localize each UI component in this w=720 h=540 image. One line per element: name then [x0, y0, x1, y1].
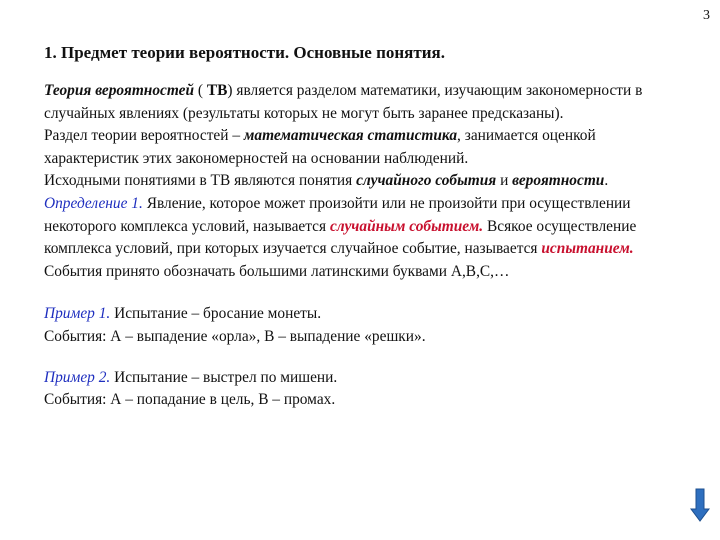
spacer [44, 349, 674, 367]
paragraph-text: и [496, 172, 513, 190]
down-arrow-icon[interactable] [690, 488, 710, 522]
abbr-open: ( [194, 82, 207, 99]
paragraph-text: Всякое осуществление комплекса условий, при которых изучается случайное событие, называется [44, 217, 637, 258]
abbr-tv: ТВ [206, 82, 228, 99]
example-1-label: Пример 1. [44, 305, 111, 323]
term-random-event: случайного события [356, 172, 497, 190]
paragraph-text: Испытание – бросание монеты. [110, 305, 322, 323]
paragraph-text: . [604, 172, 609, 190]
paragraph-text: Испытание – выстрел по мишени. [110, 368, 338, 386]
paragraph-text: является разделом математики, изучающим закономерности в случайных явлениях (результаты которых не могут быть заранее предсказаны). [44, 82, 643, 122]
example-2-test [44, 367, 674, 390]
example-1-events: События: А – выпадение «орла», В – выпадение «решки». [44, 327, 426, 345]
term-probability: вероятности [512, 172, 605, 190]
term-random-event-highlight: случайным событием. [329, 217, 484, 235]
paragraph-text: Явление, которое может произойти или не произойти при осуществлении некоторого комплекса условий, называется [44, 194, 631, 235]
paragraph-text: Исходными понятиями в ТВ являются понятия [44, 172, 357, 190]
abbr-close: ) [227, 82, 233, 99]
example-2-events: События: А – попадание в цель, В – промах. [44, 391, 336, 409]
example-2-label: Пример 2. [44, 368, 111, 386]
slide-title: 1. Предмет теории вероятности. Основные понятия. [44, 43, 445, 62]
paragraph-definition-1 [44, 193, 674, 261]
paragraph-statistics [44, 125, 674, 170]
term-probability-theory: Теория вероятностей [44, 82, 195, 99]
spacer [44, 283, 674, 303]
definition-label: Определение 1. [44, 194, 143, 212]
paragraph-definition-tv [44, 80, 674, 125]
term-trial-highlight: испытанием. [541, 240, 634, 258]
example-1-test [44, 303, 674, 326]
paragraph-text: Раздел теории вероятностей – [44, 127, 244, 145]
slide-content [44, 80, 674, 412]
term-statistics: математическая статистика [243, 127, 458, 145]
paragraph-text: , занимается оценкой характеристик этих закономерностей на основании наблюдений. [44, 127, 596, 167]
page-number: 3 [703, 8, 710, 23]
paragraph-notation: События принято обозначать большими латинскими буквами А,В,С,… [44, 262, 510, 280]
paragraph-basic-concepts [44, 170, 674, 193]
